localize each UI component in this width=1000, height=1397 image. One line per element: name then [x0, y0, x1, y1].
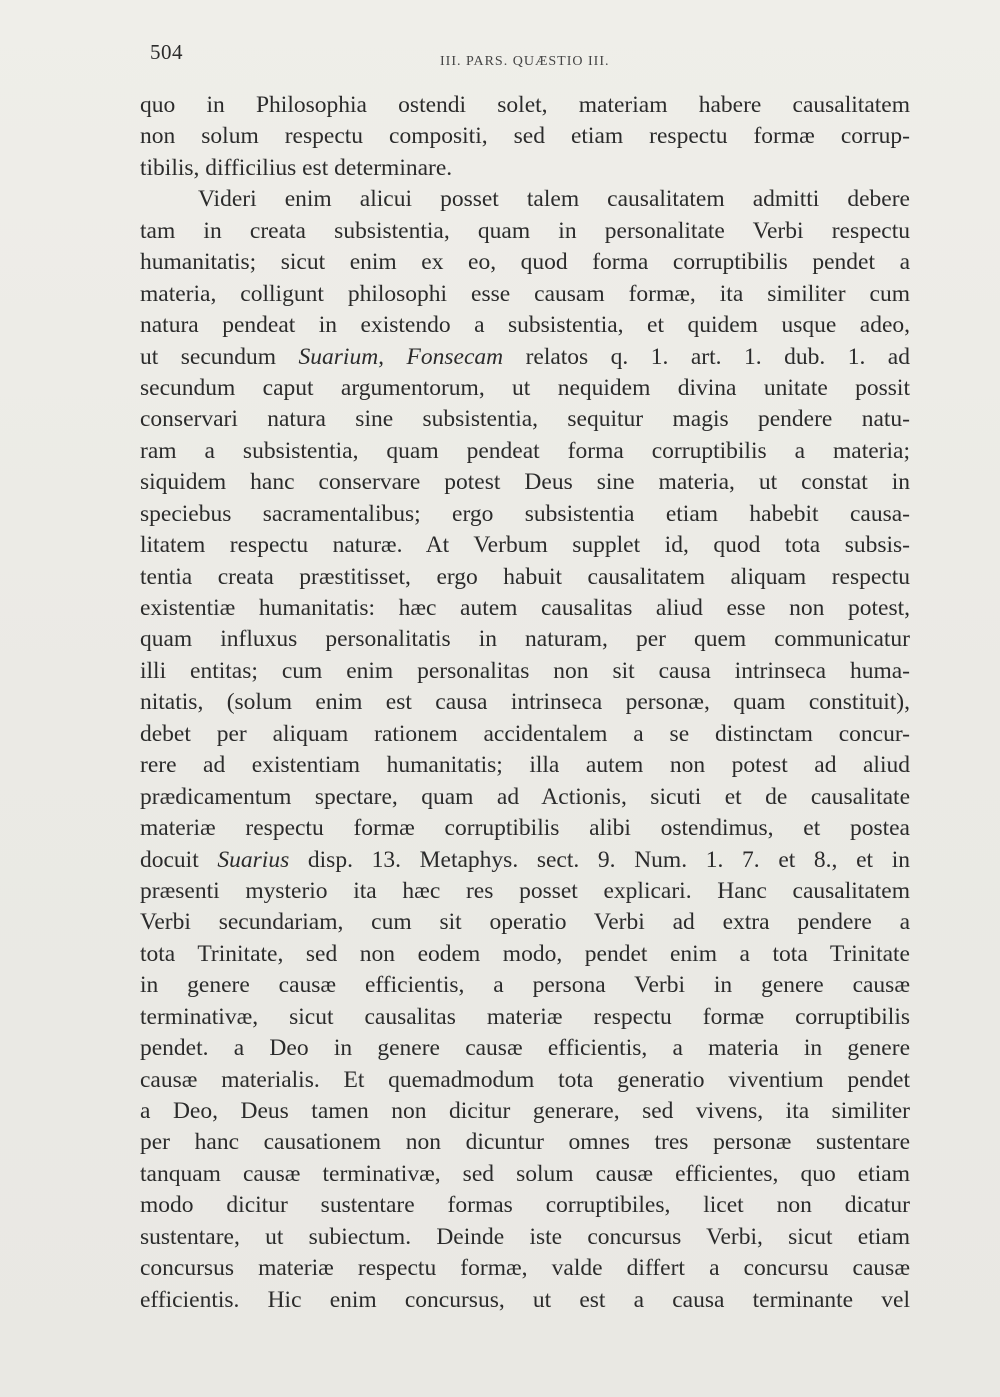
text-line: [140, 1285, 910, 1316]
text-run: disp. 13. Metaphys. sect. 9. Num. 1. 7. et 8., et in: [289, 846, 910, 873]
text-run: in genere causæ efficientis, a persona Verbi in genere causæ: [140, 972, 910, 999]
text-run: illi entitas; cum enim personalitas non sit causa intrinseca huma-: [140, 657, 910, 684]
text-run: terminativæ, sicut causalitas materiæ respectu formæ corruptibilis: [140, 1003, 910, 1030]
text-run: tanquam causæ terminativæ, sed solum causæ efficientes, quo etiam: [140, 1160, 910, 1187]
text-run: materiæ respectu formæ corruptibilis alibi ostendimus, et postea: [140, 815, 910, 842]
text-run: humanitatis; sicut enim ex eo, quod forma corruptibilis pendet a: [140, 249, 910, 276]
text-run: speciebus sacramentalibus; ergo subsistentia etiam habebit causa-: [140, 500, 910, 527]
text-run: tota Trinitate, sed non eodem modo, pendet enim a tota Trinitate: [140, 940, 910, 967]
text-line: [140, 1159, 910, 1190]
text-line: [140, 404, 910, 435]
text-line: [140, 656, 910, 687]
text-run: natura pendeat in existendo a subsistentia, et quidem usque adeo,: [140, 312, 910, 339]
text-line: [140, 90, 910, 121]
text-line: [140, 939, 910, 970]
text-run: existentiæ humanitatis: hæc autem causalitas aliud esse non potest,: [140, 595, 910, 621]
page-header: [150, 40, 910, 80]
text-run: nitatis, (solum enim est causa intrinseca personæ, quam constituit),: [140, 689, 910, 716]
text-line: [140, 687, 910, 718]
text-line: [140, 1065, 910, 1096]
text-line: [140, 247, 910, 278]
text-line: [140, 1190, 910, 1221]
text-line: [140, 499, 910, 530]
text-line: [140, 562, 910, 593]
text-line: [140, 467, 910, 498]
text-line: [140, 121, 910, 152]
text-line: [140, 1033, 910, 1064]
text-run: materia, colligunt philosophi esse causam formæ, ita similiter cum: [140, 280, 910, 307]
text-run: non solum respectu compositi, sed etiam respectu formæ corrup-: [140, 123, 910, 150]
italic-citation: Suarius: [217, 846, 290, 873]
text-line: [140, 279, 910, 310]
text-line: [140, 436, 910, 467]
text-line: [140, 1127, 910, 1158]
text-run: Verbi secundariam, cum sit operatio Verbi ad extra pendere a: [140, 909, 910, 936]
body-text: [140, 90, 910, 1316]
text-run: per hanc causationem non dicuntur omnes tres personæ sustentare: [140, 1129, 910, 1156]
text-run: ut secundum: [140, 343, 299, 370]
text-run: docuit: [140, 846, 218, 873]
text-line: [140, 750, 910, 781]
running-head: III. PARS. QUÆSTIO III.: [440, 54, 610, 69]
text-run: sustentare, ut subiectum. Deinde iste concursus Verbi, sicut etiam: [140, 1223, 910, 1250]
text-line: [140, 216, 910, 247]
text-run: litatem respectu naturæ. At Verbum supplet id, quod tota subsis-: [140, 532, 910, 559]
text-line: [140, 907, 910, 938]
text-line: [140, 153, 910, 184]
text-line: [140, 719, 910, 750]
text-line: [140, 184, 910, 215]
text-run: siquidem hanc conservare potest Deus sine materia, ut constat in: [140, 469, 910, 496]
text-line: [140, 1002, 910, 1033]
text-line: [140, 876, 910, 907]
text-line: [140, 373, 910, 404]
italic-citation: Suarium, Fonsecam: [298, 343, 504, 370]
text-line: [140, 1222, 910, 1253]
text-run: tentia creata præstitisset, ergo habuit causalitatem aliquam respectu: [140, 563, 910, 590]
page-number: 504: [150, 40, 183, 64]
text-run: debet per aliquam rationem accidentalem a se distinctam concur-: [140, 720, 910, 747]
text-run: conservari natura sine subsistentia, sequitur magis pendere natu-: [140, 406, 910, 433]
text-run: secundum caput argumentorum, ut nequidem divina unitate possit: [140, 374, 910, 401]
text-line: [140, 310, 910, 341]
text-run: modo dicitur sustentare formas corruptibiles, licet non dicatur: [140, 1192, 910, 1219]
text-line: [140, 782, 910, 813]
text-line: [140, 970, 910, 1001]
text-line: [140, 624, 910, 655]
text-line: [140, 530, 910, 561]
text-line: [140, 1096, 910, 1127]
text-run: tam in creata subsistentia, quam in personalitate Verbi respectu: [140, 217, 910, 244]
text-run: pendet. a Deo in genere causæ efficientis, a materia in genere: [140, 1035, 910, 1062]
text-run: prædicamentum spectare, quam ad Actionis, sicuti et de causalitate: [140, 783, 910, 810]
text-line: [140, 342, 910, 373]
text-run: præsenti mysterio ita hæc res posset explicari. Hanc causalitatem: [140, 877, 910, 904]
text-line: [140, 845, 910, 876]
text-run: rere ad existentiam humanitatis; illa autem non potest ad aliud: [140, 752, 910, 779]
text-run: quam influxus personalitatis in naturam, per quem communicatur: [140, 626, 910, 653]
text-run: Videri enim alicui posset talem causalitatem admitti debere: [198, 186, 910, 213]
text-run: quo in Philosophia ostendi solet, materiam habere causalitatem: [140, 92, 910, 118]
text-run: relatos q. 1. art. 1. dub. 1. ad: [503, 343, 910, 370]
text-line: [140, 1253, 910, 1284]
text-run: efficientis. Hic enim concursus, ut est a causa terminante vel: [140, 1286, 910, 1313]
text-line: [140, 813, 910, 844]
text-run: causæ materialis. Et quemadmodum tota generatio viventium pendet: [140, 1066, 910, 1093]
text-run: concursus materiæ respectu formæ, valde differt a concursu causæ: [140, 1255, 910, 1282]
text-line: [140, 593, 910, 624]
text-run: tibilis, difficilius est determinare.: [140, 154, 453, 181]
text-run: ram a subsistentia, quam pendeat forma corruptibilis a materia;: [140, 437, 910, 464]
text-run: a Deo, Deus tamen non dicitur generare, sed vivens, ita similiter: [140, 1098, 910, 1124]
